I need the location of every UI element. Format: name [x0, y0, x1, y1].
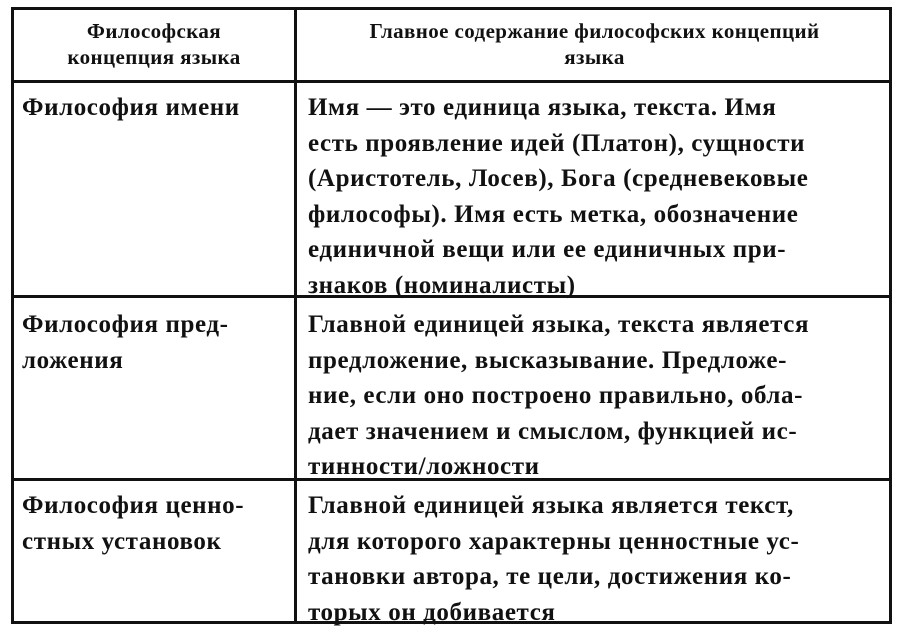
- header-line: Главное содержание философских концепций: [369, 19, 820, 43]
- row-1-concept: [22, 90, 240, 126]
- row-divider: [14, 80, 889, 83]
- text-line: есть проявление идей (Платон), сущности: [308, 129, 806, 157]
- header-line: языка: [564, 45, 625, 69]
- text-line: единичной вещи или ее единичных при-: [308, 236, 787, 263]
- philosophy-of-language-table: [11, 7, 892, 624]
- row-2-content: [308, 307, 809, 485]
- header-concept: [14, 18, 294, 70]
- column-divider: [294, 10, 297, 621]
- row-2-concept: [22, 307, 229, 378]
- text-line: ложения: [22, 346, 124, 374]
- text-line: знаков (номиналисты): [308, 271, 576, 299]
- text-line: предложение, высказывание. Предложе-: [308, 346, 788, 374]
- text-line: торых он добивается: [308, 598, 556, 626]
- text-line: Имя — это единица языка, текста. Имя: [308, 94, 777, 121]
- text-line: Философия имени: [22, 94, 240, 121]
- text-line: для которого характерны ценностные ус-: [308, 527, 800, 555]
- text-line: стных установок: [22, 527, 222, 555]
- header-line: концепция языка: [67, 45, 241, 69]
- text-line: тинности/ложности: [308, 453, 540, 480]
- text-line: дает значением и смыслом, функцией ис-: [308, 417, 798, 445]
- text-line: Философия ценно-: [22, 492, 245, 519]
- text-line: Главной единицей языка, текста является: [308, 311, 810, 338]
- header-content: [297, 18, 892, 70]
- header-line: Философская: [86, 19, 222, 43]
- row-3-concept: [22, 488, 244, 559]
- row-1-content: [308, 90, 808, 303]
- text-line: Философия пред-: [22, 311, 229, 338]
- text-line: философы). Имя есть метка, обозначение: [308, 200, 799, 228]
- text-line: ние, если оно построено правильно, обла-: [308, 382, 804, 409]
- text-line: Главной единицей языка является текст,: [308, 492, 794, 519]
- text-line: (Аристотель, Лосев), Бога (средневековые: [308, 165, 809, 192]
- row-3-content: [308, 488, 799, 630]
- text-line: тановки автора, те цели, достижения ко-: [308, 563, 792, 590]
